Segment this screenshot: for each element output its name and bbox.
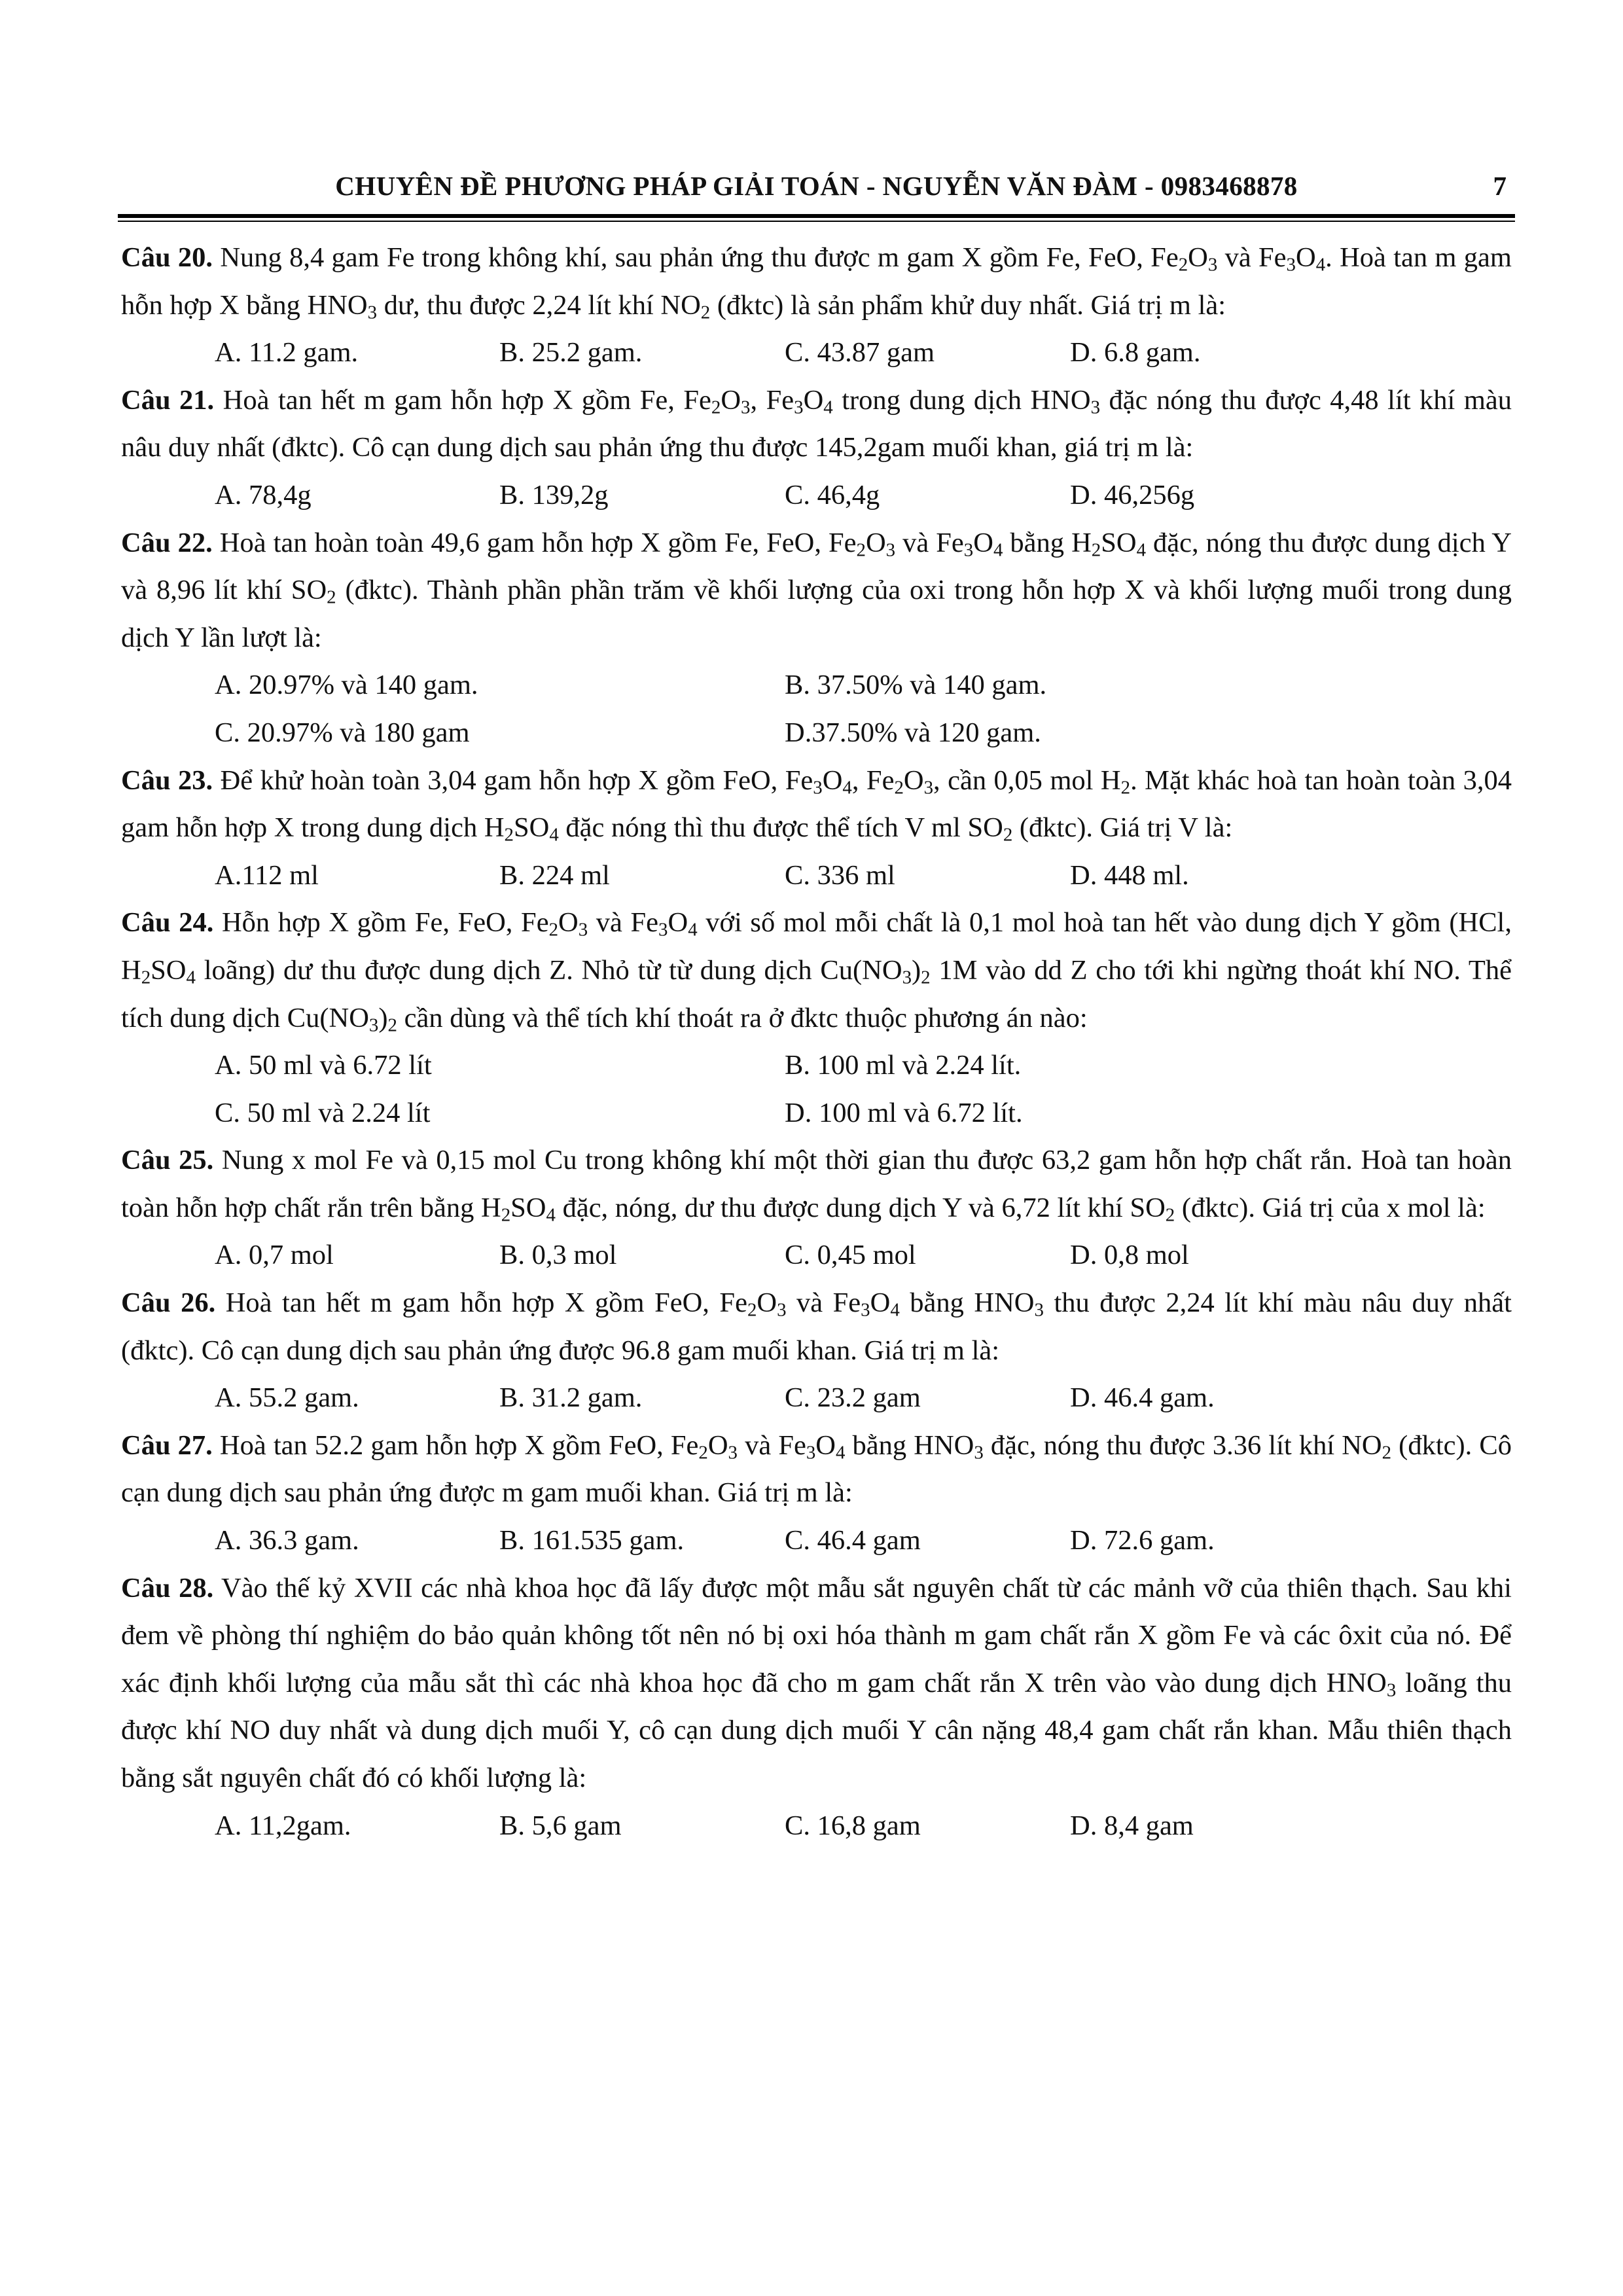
question-block (121, 1565, 1512, 1850)
answer-option: A. 55.2 gam. (215, 1382, 359, 1414)
question-block (121, 520, 1512, 757)
answer-option: A.112 ml (215, 859, 319, 891)
question-label: Câu 24. (121, 907, 214, 939)
answer-option: C. 336 ml (785, 859, 895, 891)
answer-option: C. 46,4g (785, 479, 880, 511)
question-text: Câu 28. Vào thế kỷ XVII các nhà khoa học đã lấy được một mẫu sắt nguyên chất từ các mảnh vỡ của thiên thạch. Sau khi đem về phòng thí nghiệm do bảo quản không tốt nên nó bị oxi hóa thành m gam chất rắn X gồm Fe và các ôxit của nó. Để xác định khối lượng của mẫu sắt thì các nhà khoa học đã cho m gam chất rắn X trên vào vào dung dịch $HNO_3$ loãng thu được khí NO duy nhất và dung dịch muối Y, cô cạn dung dịch muối Y cân nặng 48,4 gam chất rắn khan. Mẫu thiên thạch bằng sắt nguyên chất đó có khối lượng là: (121, 1572, 1512, 1793)
answer-option: D. 6.8 gam. (1070, 337, 1201, 368)
answer-option: C. 23.2 gam (785, 1382, 921, 1414)
page-number: 7 (1493, 171, 1507, 201)
question-block (121, 377, 1512, 520)
answer-option: D. 100 ml và 6.72 lít. (785, 1097, 1023, 1128)
question-label: Câu 20. (121, 242, 213, 273)
answer-option: D. 72.6 gam. (1070, 1525, 1215, 1556)
page-header (121, 166, 1512, 206)
answer-option: B. 0,3 mol (499, 1240, 617, 1271)
header-rule (118, 214, 1515, 218)
answer-options (121, 852, 1512, 900)
question-block (121, 757, 1512, 900)
answer-option: A. 11.2 gam. (215, 337, 359, 368)
question-text: Câu 27. Hoà tan 52.2 gam hỗn hợp X gồm FeO, $Fe_2O_3$ và $Fe_3O_4$ bằng $HNO_3$ đặc, nóng thu được 3.36 lít khí $NO_2$ (đktc). Cô cạn dung dịch sau phản ứng được m gam muối khan. Giá trị m là: (121, 1429, 1512, 1509)
answer-options (121, 662, 1512, 709)
question-block (121, 899, 1512, 1137)
answer-options (121, 472, 1512, 520)
answer-option: A. 20.97% và 140 gam. (215, 670, 478, 701)
answer-option: B. 224 ml (499, 859, 610, 891)
answer-option: C. 16,8 gam (785, 1810, 921, 1841)
question-label: Câu 22. (121, 527, 213, 558)
answer-options (121, 1803, 1512, 1850)
question-block (121, 1280, 1512, 1422)
answer-option: A. 11,2gam. (215, 1810, 351, 1841)
question-text: Câu 21. Hoà tan hết m gam hỗn hợp X gồm Fe, $Fe_2O_3$, $Fe_3O_4$ trong dung dịch $HNO_3$ đặc nóng thu được 4,48 lít khí màu nâu duy nhất (đktc). Cô cạn dung dịch sau phản ứng thu được 145,2gam muối khan, giá trị m là: (121, 384, 1512, 463)
header-title: CHUYÊN ĐỀ PHƯƠNG PHÁP GIẢI TOÁN - NGUYỄN VĂN ĐÀM - 0983468878 (335, 171, 1298, 201)
answer-option: A. 0,7 mol (215, 1240, 334, 1271)
answer-options (121, 1517, 1512, 1565)
answer-options (121, 1090, 1512, 1138)
answer-option: A. 50 ml và 6.72 lít (215, 1050, 432, 1081)
answer-option: A. 78,4g (215, 479, 312, 511)
answer-options (121, 709, 1512, 757)
answer-option: D. 0,8 mol (1070, 1240, 1189, 1271)
question-block (121, 1422, 1512, 1565)
answer-options (121, 329, 1512, 377)
answer-option: B. 139,2g (499, 479, 609, 511)
question-label: Câu 27. (121, 1429, 213, 1461)
answer-option: B. 25.2 gam. (499, 337, 643, 368)
answer-option: D. 46,256g (1070, 479, 1195, 511)
question-text: Câu 24. Hỗn hợp X gồm Fe, FeO, $Fe_2O_3$ và $Fe_3O_4$ với số mol mỗi chất là 0,1 mol hoà tan hết vào dung dịch Y gồm (HCl, $H_2SO_4$ loãng) dư thu được dung dịch Z. Nhỏ từ từ dung dịch $Cu(NO_3)_2$ 1M vào dd Z cho tới khi ngừng thoát khí NO. Thể tích dung dịch $Cu(NO_3)_2$ cần dùng và thể tích khí thoát ra ở đktc thuộc phương án nào: (121, 907, 1512, 1035)
answer-options (121, 1042, 1512, 1090)
question-list (121, 234, 1512, 1850)
header-rule-thin (118, 221, 1515, 222)
answer-option: B. 31.2 gam. (499, 1382, 643, 1414)
answer-option: B. 37.50% và 140 gam. (785, 670, 1047, 701)
answer-option: C. 0,45 mol (785, 1240, 916, 1271)
answer-option: C. 43.87 gam (785, 337, 935, 368)
answer-options (121, 1374, 1512, 1422)
answer-option: C. 50 ml và 2.24 lít (215, 1097, 431, 1128)
question-label: Câu 21. (121, 384, 215, 416)
answer-option: D. 46.4 gam. (1070, 1382, 1215, 1414)
answer-options (121, 1232, 1512, 1280)
question-text: Câu 26. Hoà tan hết m gam hỗn hợp X gồm FeO, $Fe_2O_3$ và $Fe_3O_4$ bằng $HNO_3$ thu được 2,24 lít khí màu nâu duy nhất (đktc). Cô cạn dung dịch sau phản ứng được 96.8 gam muối khan. Giá trị m là: (121, 1287, 1512, 1366)
answer-option: B. 161.535 gam. (499, 1525, 685, 1556)
question-label: Câu 23. (121, 764, 213, 796)
question-block (121, 1137, 1512, 1280)
answer-option: D. 448 ml. (1070, 859, 1189, 891)
question-label: Câu 28. (121, 1572, 214, 1604)
question-block (121, 234, 1512, 377)
answer-option: B. 5,6 gam (499, 1810, 622, 1841)
question-text: Câu 20. Nung 8,4 gam Fe trong không khí, sau phản ứng thu được m gam X gồm Fe, FeO, $Fe_2O_3$ và $Fe_3O_4$. Hoà tan m gam hỗn hợp X bằng $HNO_3$ dư, thu được 2,24 lít khí $NO_2$ (đktc) là sản phẩm khử duy nhất. Giá trị m là: (121, 242, 1512, 323)
answer-option: A. 36.3 gam. (215, 1525, 359, 1556)
answer-option: C. 20.97% và 180 gam (215, 717, 470, 748)
question-text: Câu 25. Nung x mol Fe và 0,15 mol Cu trong không khí một thời gian thu được 63,2 gam hỗn hợp chất rắn. Hoà tan hoàn toàn hỗn hợp chất rắn trên bằng $H_2SO_4$ đặc, nóng, dư thu được dung dịch Y và 6,72 lít khí $SO_2$ (đktc). Giá trị của x mol là: (121, 1145, 1512, 1226)
question-label: Câu 25. (121, 1145, 214, 1176)
answer-option: D. 8,4 gam (1070, 1810, 1194, 1841)
question-text: Câu 23. Để khử hoàn toàn 3,04 gam hỗn hợp X gồm FeO, $Fe_3O_4$, $Fe_2O_3$, cần 0,05 mol $H_2$. Mặt khác hoà tan hoàn toàn 3,04 gam hỗn hợp X trong dung dịch $H_2SO_4$ đặc nóng thì thu được thể tích V ml $SO_2$ (đktc). Giá trị V là: (121, 764, 1512, 846)
question-label: Câu 26. (121, 1287, 216, 1319)
answer-option: B. 100 ml và 2.24 lít. (785, 1050, 1022, 1081)
answer-option: C. 46.4 gam (785, 1525, 921, 1556)
question-text: Câu 22. Hoà tan hoàn toàn 49,6 gam hỗn hợp X gồm Fe, FeO, $Fe_2O_3$ và $Fe_3O_4$ bằng $H_2SO_4$ đặc, nóng thu được dung dịch Y và 8,96 lít khí $SO_2$ (đktc). Thành phần phần trăm về khối lượng của oxi trong hỗn hợp X và khối lượng muối trong dung dịch Y lần lượt là: (121, 527, 1512, 653)
answer-option: D.37.50% và 120 gam. (785, 717, 1041, 748)
